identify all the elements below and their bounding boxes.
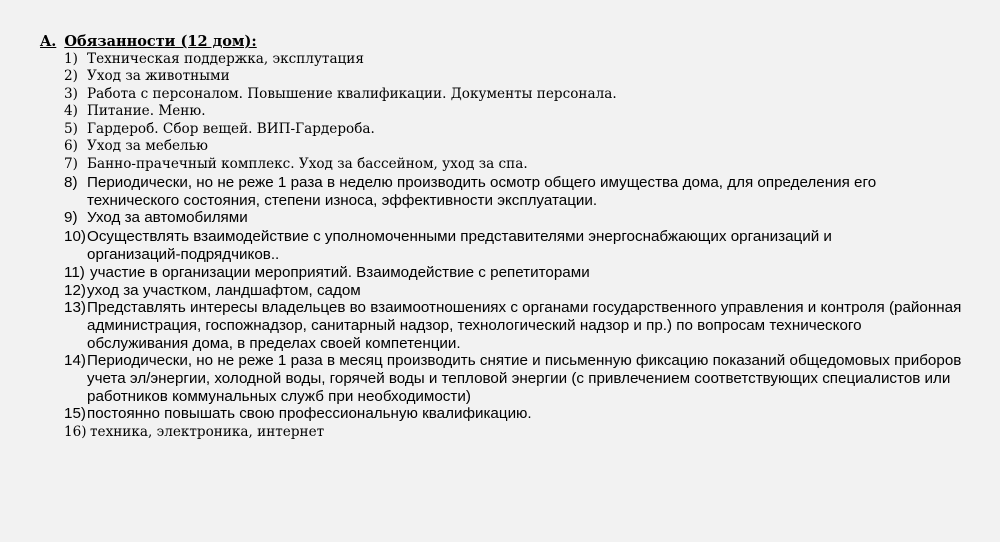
item-text: Уход за животными <box>87 68 230 84</box>
item-text: участие в организации мероприятий. Взаимодействие с репетиторами <box>90 264 590 281</box>
item-number: 6) <box>64 138 78 154</box>
item-number: 1) <box>64 51 78 67</box>
item-text: Банно-прачечный комплекс. Уход за бассейном, уход за спа. <box>87 156 528 172</box>
item-text: Уход за автомобилями <box>87 209 248 226</box>
item-text: постоянно повышать свою профессиональную квалификацию. <box>87 405 532 422</box>
item-number: 2) <box>64 68 78 84</box>
item-text-continuation: администрация, госпожнадзор, санитарный надзор, технологический надзор и пр.) по вопросам технического <box>87 317 862 334</box>
item-text-continuation: работников коммунальных служб при необходимости) <box>87 388 471 405</box>
item-text-continuation: организаций-подрядчиков.. <box>87 246 280 263</box>
item-number: 10) <box>64 228 86 245</box>
item-text: Питание. Меню. <box>87 103 206 119</box>
section-heading <box>40 33 257 51</box>
item-number: 14) <box>64 352 86 369</box>
item-number: 5) <box>64 121 78 137</box>
item-number: 16) <box>64 424 87 440</box>
item-text: уход за участком, ландшафтом, садом <box>87 282 361 299</box>
item-text: Уход за мебелью <box>87 138 208 154</box>
item-number: 8) <box>64 174 78 191</box>
section-letter: A. <box>40 33 57 50</box>
item-number: 3) <box>64 86 78 102</box>
item-text-continuation: учета эл/энергии, холодной воды, горячей воды и тепловой энергии (с привлечением соответствующих специалистов или <box>87 370 951 387</box>
item-text-continuation: обслуживания дома, в пределах своей компетенции. <box>87 335 461 352</box>
item-number: 15) <box>64 405 86 422</box>
item-text: Гардероб. Сбор вещей. ВИП-Гардероба. <box>87 121 375 137</box>
item-number: 9) <box>64 209 78 226</box>
item-number: 13) <box>64 299 86 316</box>
item-text: техника, электроника, интернет <box>90 424 325 440</box>
item-text: Периодически, но не реже 1 раза в месяц производить снятие и письменную фиксацию показаний общедомовых приборов <box>87 352 962 369</box>
item-text: Работа с персоналом. Повышение квалификации. Документы персонала. <box>87 86 617 102</box>
item-text: Периодически, но не реже 1 раза в неделю производить осмотр общего имущества дома, для определения его <box>87 174 877 191</box>
item-number: 11) <box>64 264 85 281</box>
item-text: Представлять интересы владельцев во взаимоотношениях с органами государственного управления и контроля (районная <box>87 299 962 316</box>
section-title: Обязанности (12 дом): <box>64 33 257 50</box>
item-text-continuation: технического состояния, степени износа, эффективности эксплуатации. <box>87 192 598 209</box>
item-text: Техническая поддержка, эксплутация <box>87 51 364 67</box>
item-number: 12) <box>64 282 86 299</box>
item-number: 7) <box>64 156 78 172</box>
item-text: Осуществлять взаимодействие с уполномоченными представителями энергоснабжающих организаций и <box>87 228 832 245</box>
item-number: 4) <box>64 103 78 119</box>
